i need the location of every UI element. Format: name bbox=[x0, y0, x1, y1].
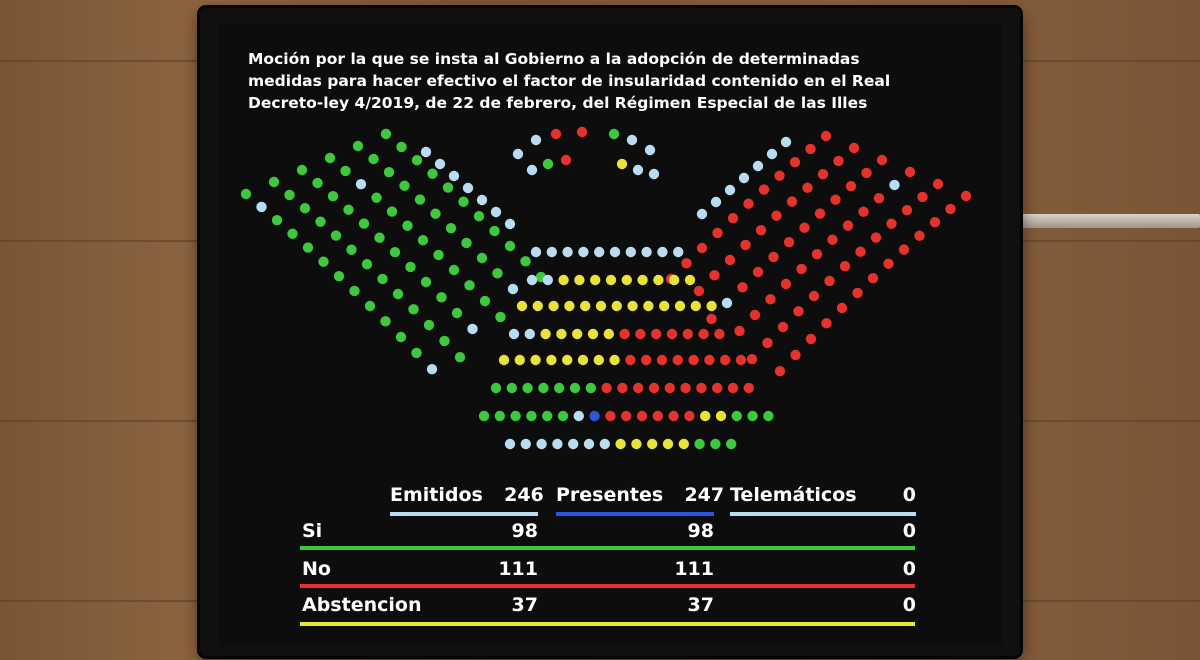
telematicos-label: Telemáticos bbox=[730, 484, 857, 506]
row-no-telematicos: 0 bbox=[902, 558, 916, 580]
telematicos-total: 0 bbox=[902, 484, 916, 506]
results-table bbox=[218, 24, 1002, 646]
emitidos-underline bbox=[390, 512, 538, 516]
telematicos-underline bbox=[730, 512, 916, 516]
row-no-emitidos: 111 bbox=[498, 558, 538, 580]
row-si-label: Si bbox=[302, 520, 323, 542]
row-no-label: No bbox=[302, 558, 331, 580]
row-abstencion-line bbox=[300, 622, 915, 626]
monitor-frame bbox=[200, 8, 1020, 656]
row-si-presentes: 98 bbox=[687, 520, 714, 542]
presentes-header bbox=[556, 484, 724, 506]
row-abstencion-emitidos: 37 bbox=[511, 594, 538, 616]
telematicos-header bbox=[730, 484, 916, 506]
row-si-emitidos: 98 bbox=[511, 520, 538, 542]
row-abstencion-presentes: 37 bbox=[687, 594, 714, 616]
emitidos-header bbox=[390, 484, 544, 506]
row-abstencion-label: Abstencion bbox=[302, 594, 422, 616]
wall-rail bbox=[1020, 214, 1200, 228]
emitidos-total: 246 bbox=[504, 484, 544, 506]
motion-title-line-1: Moción por la que se insta al Gobierno a la adopción de determinadas bbox=[248, 50, 860, 68]
vote-display-screen bbox=[218, 24, 1002, 646]
row-no-line bbox=[300, 584, 915, 588]
row-abstencion-telematicos: 0 bbox=[902, 594, 916, 616]
motion-title-line-3: Decreto-ley 4/2019, de 22 de febrero, del Régimen Especial de las Illes bbox=[248, 94, 868, 112]
motion-title-line-2: medidas para hacer efectivo el factor de insularidad contenido en el Real bbox=[248, 72, 891, 90]
emitidos-label: Emitidos bbox=[390, 484, 483, 506]
presentes-label: Presentes bbox=[556, 484, 664, 506]
presentes-total: 247 bbox=[684, 484, 725, 506]
row-no-presentes: 111 bbox=[674, 558, 714, 580]
presentes-underline bbox=[556, 512, 714, 516]
row-si-telematicos: 0 bbox=[902, 520, 916, 542]
row-si-line bbox=[300, 546, 915, 550]
